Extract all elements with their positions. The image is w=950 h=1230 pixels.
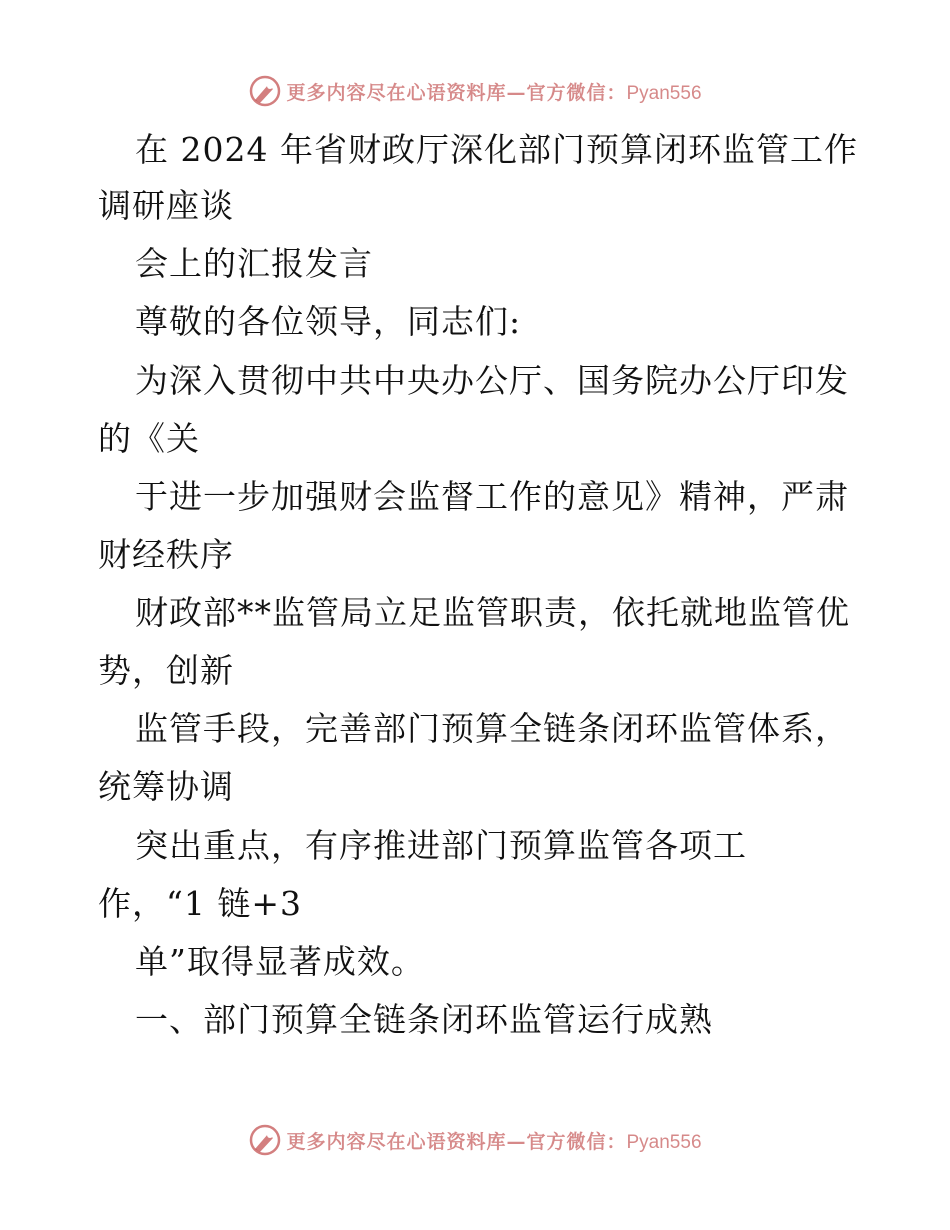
subtitle-line: 会上的汇报发言 <box>135 244 373 283</box>
pen-nib-seal-icon <box>248 1123 282 1157</box>
paragraph-line: 监管手段，完善部门预算全链条闭环监管体系， <box>135 709 849 748</box>
section-heading: 一、部门预算全链条闭环监管运行成熟 <box>135 1000 713 1039</box>
paragraph-line: 势，创新 <box>98 651 234 690</box>
salutation-line: 尊敬的各位领导，同志们: <box>135 302 522 341</box>
watermark-text: 更多内容尽在心语资料库—官方微信：Pyan556 <box>286 1130 702 1153</box>
paragraph-line: 财经秩序 <box>98 535 234 574</box>
paragraph-line: 单”取得显著成效。 <box>135 942 425 981</box>
paragraph-line: 作，“1 链+3 <box>98 884 303 923</box>
footer-watermark <box>0 1120 950 1160</box>
paragraph-line: 财政部**监管局立足监管职责，依托就地监管优 <box>135 593 850 632</box>
paragraph-line: 于进一步加强财会监督工作的意见》精神，严肃 <box>135 477 849 516</box>
watermark-text: 更多内容尽在心语资料库—官方微信：Pyan556 <box>286 81 702 104</box>
paragraph-line: 统筹协调 <box>98 767 234 806</box>
paragraph-line: 为深入贯彻中共中央办公厅、国务院办公厅印发 <box>135 361 849 400</box>
pen-nib-seal-icon <box>248 74 282 108</box>
paragraph-line: 突出重点，有序推进部门预算监管各项工 <box>135 826 747 865</box>
paragraph-line: 的《关 <box>98 419 200 458</box>
title-line-2: 调研座谈 <box>98 186 234 225</box>
header-watermark <box>0 71 950 111</box>
title-line-1: 在 2024 年省财政厅深化部门预算闭环监管工作 <box>135 130 858 169</box>
